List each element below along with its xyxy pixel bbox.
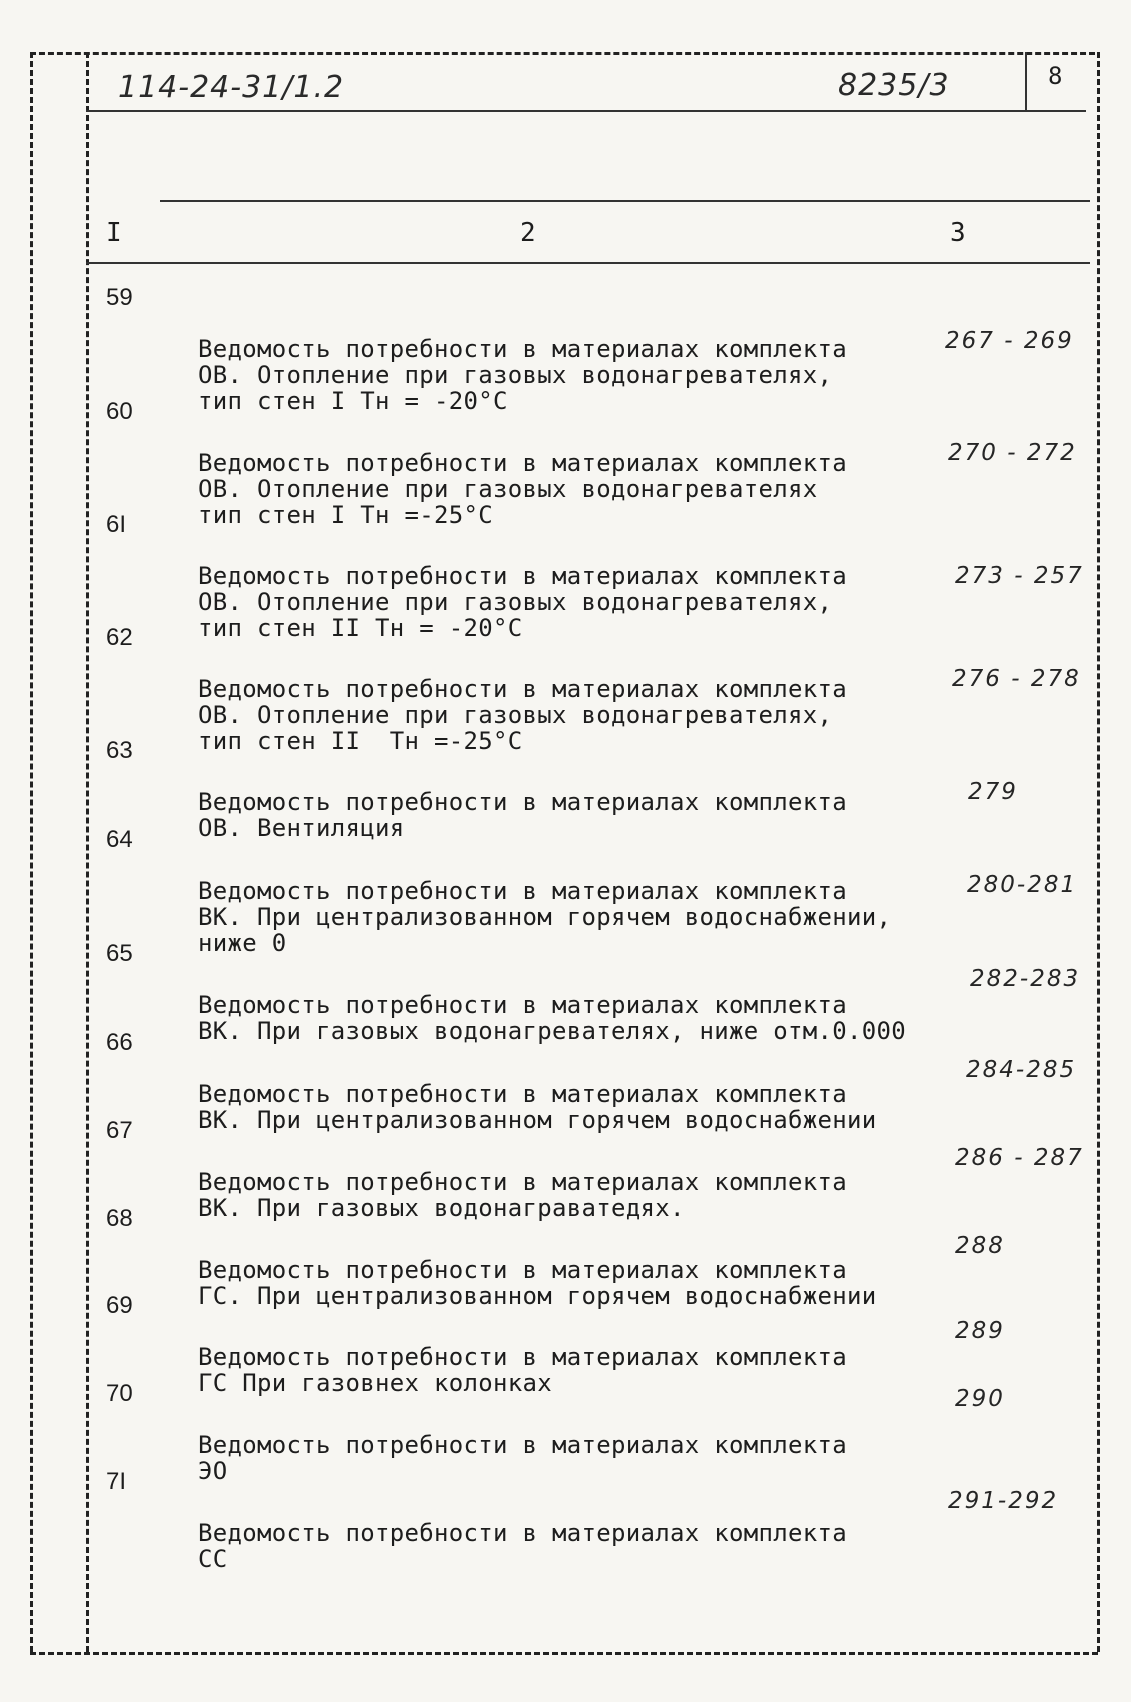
row-description: Ведомость потребности в материалах комплекта ЭО (198, 1431, 847, 1485)
row-pages: 267 - 269 (945, 328, 1074, 354)
row-number: 60 (106, 398, 133, 425)
row-pages: 279 (968, 779, 1018, 805)
row-description: Ведомость потребности в материалах комплекта СС (198, 1519, 847, 1573)
row-number: 6I (106, 511, 127, 538)
title-block-line (86, 110, 1086, 112)
frame-left-inner-border (86, 52, 89, 1652)
frame-bottom-border (30, 1652, 1098, 1655)
frame-left-outer-border (30, 52, 33, 1652)
frame-right-border (1097, 52, 1100, 1652)
row-description: Ведомость потребности в материалах комплекта ГС. При централизованном горячем водоснабжении (198, 1256, 877, 1310)
row-number: 70 (106, 1380, 133, 1407)
document-code: 114-24-31/1.2 (118, 70, 345, 105)
row-description: Ведомость потребности в материалах комплекта ОВ. Отопление при газовых водонагревателях тип стен I Тн =-25°С (198, 449, 847, 529)
row-description: Ведомость потребности в материалах комплекта ВК. При централизованном горячем водоснабжении (198, 1080, 877, 1134)
row-pages: 270 - 272 (948, 440, 1077, 466)
row-description: Ведомость потребности в материалах комплекта ВК. При газовых водонаграватедях. (198, 1168, 847, 1222)
row-number: 66 (106, 1029, 133, 1056)
row-number: 59 (106, 284, 133, 311)
table-header-line (160, 200, 1090, 202)
sheet-box-divider (1025, 52, 1027, 110)
row-pages: 291-292 (948, 1488, 1059, 1514)
row-pages: 288 (955, 1233, 1005, 1259)
row-number: 63 (106, 737, 133, 764)
column-header-2: 2 (520, 218, 536, 248)
album-number: 8235/3 (838, 68, 950, 103)
row-number: 65 (106, 940, 133, 967)
column-header-1: I (106, 218, 122, 248)
row-number: 64 (106, 826, 133, 853)
frame-top-border (30, 52, 1095, 55)
row-description: Ведомость потребности в материалах комплекта ОВ. Отопление при газовых водонагревателях, тип стен II Тн = -20°С (198, 562, 847, 642)
row-pages: 273 - 257 (955, 563, 1084, 589)
row-number: 67 (106, 1117, 133, 1144)
row-number: 62 (106, 624, 133, 651)
row-pages: 280-281 (967, 872, 1078, 898)
row-number: 69 (106, 1292, 133, 1319)
row-pages: 284-285 (966, 1057, 1077, 1083)
column-header-3: 3 (950, 218, 966, 248)
row-description: Ведомость потребности в материалах комплекта ВК. При газовых водонагревателях, ниже отм.0.000 (198, 991, 906, 1045)
row-description: Ведомость потребности в материалах комплекта ВК. При централизованном горячем водоснабжении, ниже 0 (198, 877, 892, 957)
row-pages: 282-283 (970, 966, 1081, 992)
table-header-underline (86, 262, 1090, 264)
row-description: Ведомость потребности в материалах комплекта ОВ. Отопление при газовых водонагревателях, тип стен I Тн = -20°С (198, 335, 847, 415)
row-pages: 276 - 278 (952, 666, 1081, 692)
row-pages: 286 - 287 (955, 1145, 1084, 1171)
row-pages: 290 (955, 1386, 1005, 1412)
sheet-number: 8 (1048, 62, 1063, 90)
row-description: Ведомость потребности в материалах комплекта ОВ. Отопление при газовых водонагревателях, тип стен II Тн =-25°С (198, 675, 847, 755)
row-number: 7I (106, 1468, 127, 1495)
row-number: 68 (106, 1205, 133, 1232)
row-pages: 289 (955, 1318, 1005, 1344)
row-description: Ведомость потребности в материалах комплекта ОВ. Вентиляция (198, 788, 847, 842)
row-description: Ведомость потребности в материалах комплекта ГС При газовнех колонках (198, 1343, 847, 1397)
